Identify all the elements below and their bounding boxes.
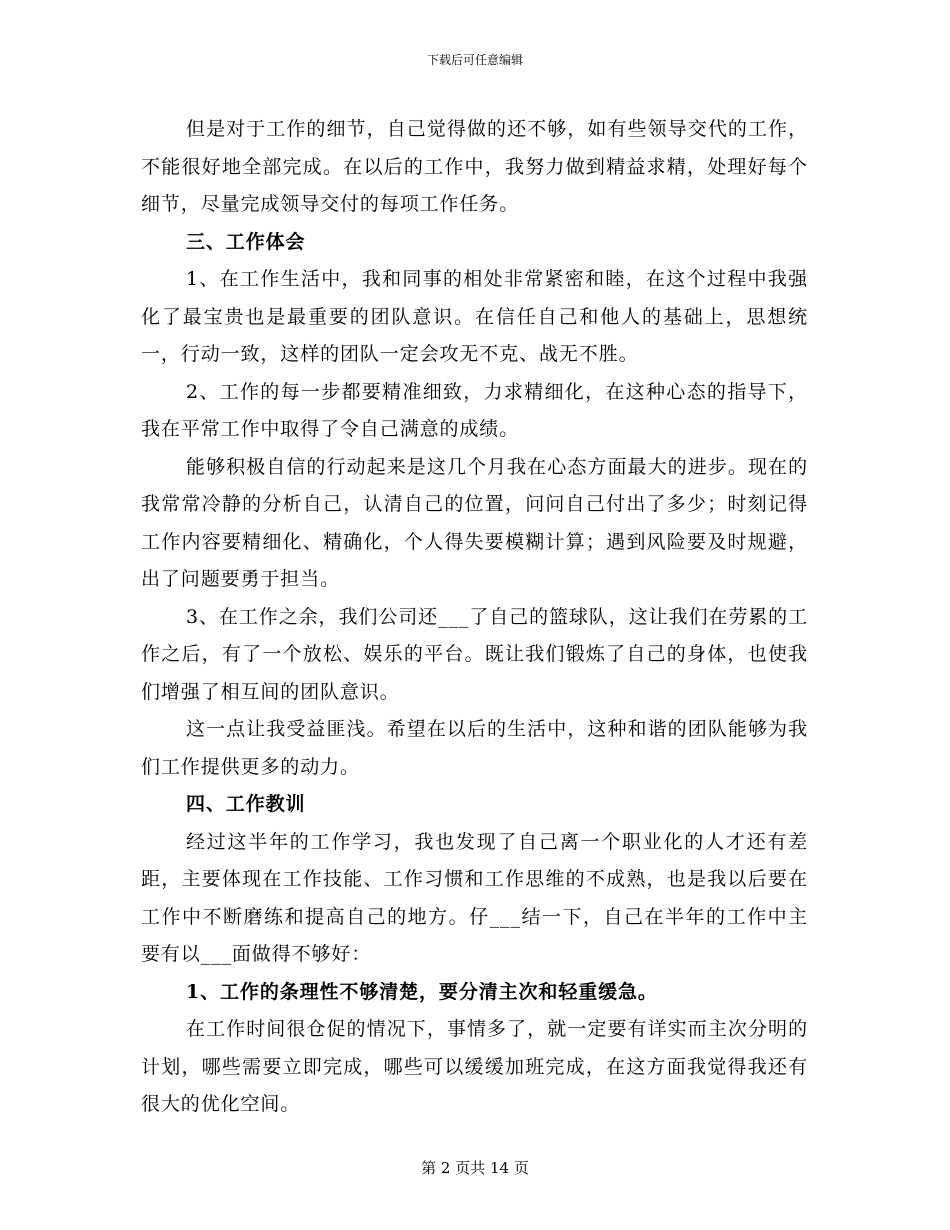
- paragraph-benefit: 这一点让我受益匪浅。希望在以后的生活中，这种和谐的团队能够为我们工作提供更多的动力。: [141, 718, 808, 778]
- section-heading-work-experience: 三、工作体会: [186, 230, 306, 253]
- paragraph-teamwork: 1、在工作生活中，我和同事的相处非常紧密和睦，在这个过程中我强化了最宝贵也是最重要的团队意识。在信任自己和他人的基础上，思想统一，行动一致，这样的团队一定会攻无不克、战无不胜。: [141, 268, 808, 365]
- section-heading-lessons: 四、工作教训: [186, 793, 306, 815]
- subheading-organization: 1、工作的条理性不够清楚，要分清主次和轻重缓急。: [186, 980, 658, 1003]
- page-header: 下载后可任意编辑: [426, 53, 523, 67]
- paragraph-basketball-team: 3、在工作之余，我们公司还___了自己的篮球队，这让我们在劳累的工作之后，有了一个放松、娱乐的平台。既让我们锻炼了自己的身体，也使我们增强了相互间的团队意识。: [141, 605, 808, 703]
- paragraph-gaps: 经过这半年的工作学习，我也发现了自己离一个职业化的人才还有差距，主要体现在工作技能、工作习惯和工作思维的不成熟，也是我以后要在工作中不断磨练和提高自己的地方。仔___结一下，自己在半年的工作中主要有以___面做得不够好：: [141, 830, 808, 965]
- page-number-footer: 第 2 页共 14 页: [421, 1159, 529, 1177]
- paragraph-mindset: 能够积极自信的行动起来是这几个月我在心态方面最大的进步。现在的我常常冷静的分析自己，认清自己的位置，问问自己付出了多少；时刻记得工作内容要精细化、精确化，个人得失要模糊计算；遇到风险要及时规避，出了问题要勇于担当。: [141, 455, 808, 590]
- paragraph-planning: 在工作时间很仓促的情况下，事情多了，就一定要有详实而主次分明的计划，哪些需要立即完成，哪些可以缓缓加班完成，在这方面我觉得我还有很大的优化空间。: [141, 1018, 808, 1115]
- document-body: [141, 111, 808, 1124]
- paragraph-details: 但是对于工作的细节，自己觉得做的还不够，如有些领导交代的工作，不能很好地全部完成。在以后的工作中，我努力做到精益求精，处理好每个细节，尽量完成领导交付的每项工作任务。: [141, 118, 808, 215]
- paragraph-precision: 2、工作的每一步都要精准细致，力求精细化，在这种心态的指导下，我在平常工作中取得了令自己满意的成绩。: [141, 380, 808, 440]
